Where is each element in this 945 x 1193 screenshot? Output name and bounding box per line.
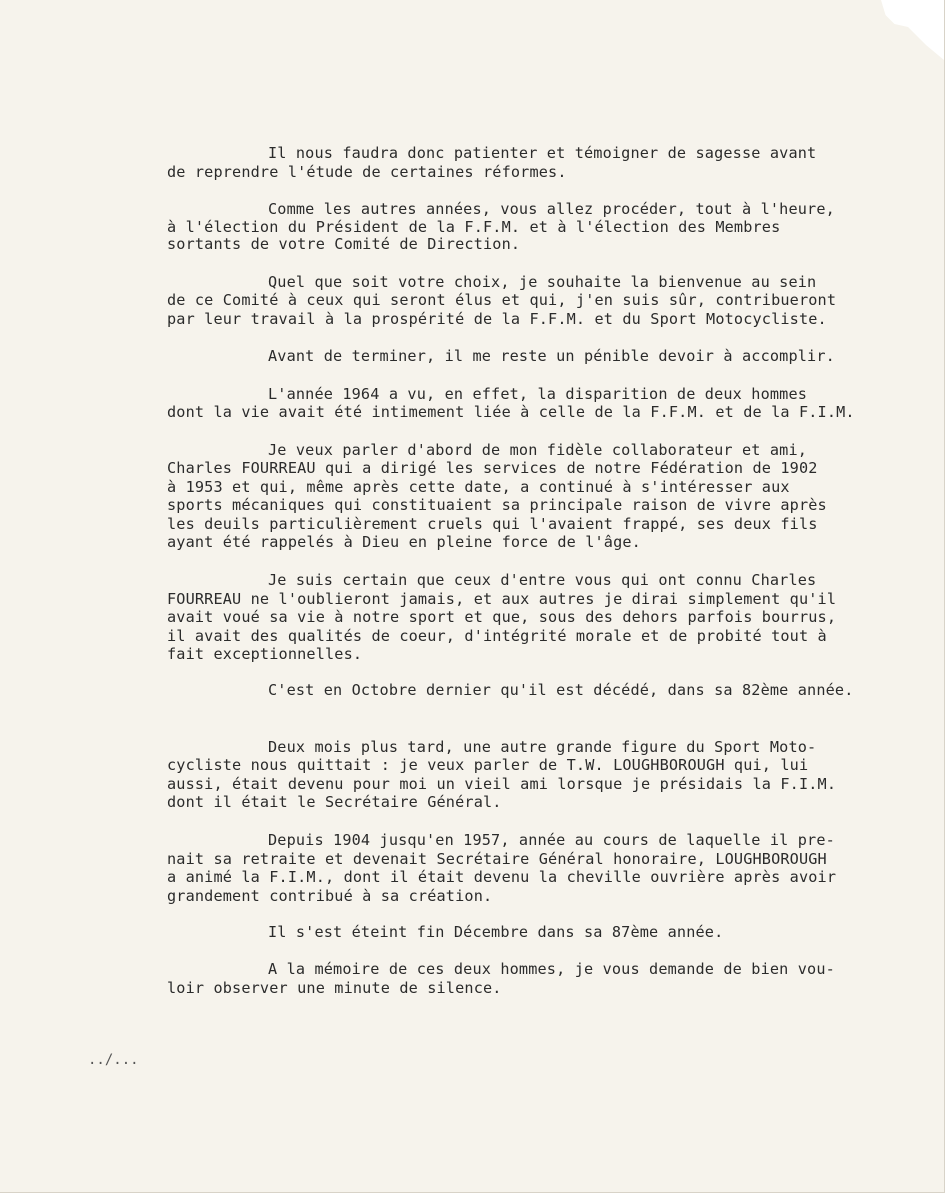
p7-line1: Je suis certain que ceux d'entre vous qui ont connu Charles	[268, 571, 817, 589]
p1-line1: Il nous faudra donc patienter et témoigner de sagesse avant	[268, 144, 817, 162]
p9-line4: dont il était le Secrétaire Général.	[167, 793, 502, 811]
p9-line3: aussi, était devenu pour moi un vieil ami lorsque je présidais la F.I.M.	[167, 775, 837, 793]
p12-line2: loir observer une minute de silence.	[167, 979, 502, 997]
p2-line3: sortants de votre Comité de Direction.	[167, 235, 521, 253]
p12-line1: A la mémoire de ces deux hommes, je vous demande de bien vou-	[268, 960, 835, 978]
p7-line2: FOURREAU ne l'oublieront jamais, et aux autres je dirai simplement qu'il	[167, 590, 837, 608]
p11-line1: Il s'est éteint fin Décembre dans sa 87ème année.	[268, 923, 724, 941]
p6-line6: ayant été rappelés à Dieu en pleine force de l'âge.	[167, 533, 641, 551]
p9-line1: Deux mois plus tard, une autre grande figure du Sport Moto-	[268, 738, 817, 756]
p3-line3: par leur travail à la prospérité de la F.F.M. et du Sport Motocycliste.	[167, 310, 827, 328]
p7-line5: fait exceptionnelles.	[167, 645, 363, 663]
p10-line4: grandement contribué à sa création.	[167, 887, 493, 905]
p6-line3: à 1953 et qui, même après cette date, a continué à s'intéresser aux	[167, 478, 790, 496]
p6-line1: Je veux parler d'abord de mon fidèle collaborateur et ami,	[268, 441, 808, 459]
p6-line5: les deuils particulièrement cruels qui l'avaient frappé, ses deux fils	[167, 515, 818, 533]
p6-line4: sports mécaniques qui constituaient sa principale raison de vivre après	[167, 496, 827, 514]
p8-line1: C'est en Octobre dernier qu'il est décédé, dans sa 82ème année.	[268, 681, 854, 699]
p4-line1: Avant de terminer, il me reste un pénible devoir à accomplir.	[268, 347, 835, 365]
p10-line3: a animé la F.I.M., dont il était devenu la cheville ouvrière après avoir	[167, 868, 837, 886]
continuation-mark: ../...	[88, 1052, 139, 1068]
p1-line2: de reprendre l'étude de certaines réformes.	[167, 163, 567, 181]
p2-line1: Comme les autres années, vous allez procéder, tout à l'heure,	[268, 200, 835, 218]
p3-line1: Quel que soit votre choix, je souhaite la bienvenue au sein	[268, 273, 817, 291]
p5-line1: L'année 1964 a vu, en effet, la disparition de deux hommes	[268, 385, 808, 403]
p2-line2: à l'élection du Président de la F.F.M. et à l'élection des Membres	[167, 218, 781, 236]
p10-line1: Depuis 1904 jusqu'en 1957, année au cours de laquelle il pre-	[268, 831, 835, 849]
p7-line4: il avait des qualités de coeur, d'intégrité morale et de probité tout à	[167, 627, 827, 645]
p6-line2: Charles FOURREAU qui a dirigé les services de notre Fédération de 1902	[167, 459, 818, 477]
p3-line2: de ce Comité à ceux qui seront élus et qui, j'en suis sûr, contribueront	[167, 291, 837, 309]
p7-line3: avait voué sa vie à notre sport et que, sous des dehors parfois bourrus,	[167, 608, 837, 626]
p10-line2: nait sa retraite et devenait Secrétaire Général honoraire, LOUGHBOROUGH	[167, 850, 827, 868]
p5-line2: dont la vie avait été intimement liée à celle de la F.F.M. et de la F.I.M.	[167, 403, 855, 421]
p9-line2: cycliste nous quittait : je veux parler de T.W. LOUGHBOROUGH qui, lui	[167, 756, 809, 774]
